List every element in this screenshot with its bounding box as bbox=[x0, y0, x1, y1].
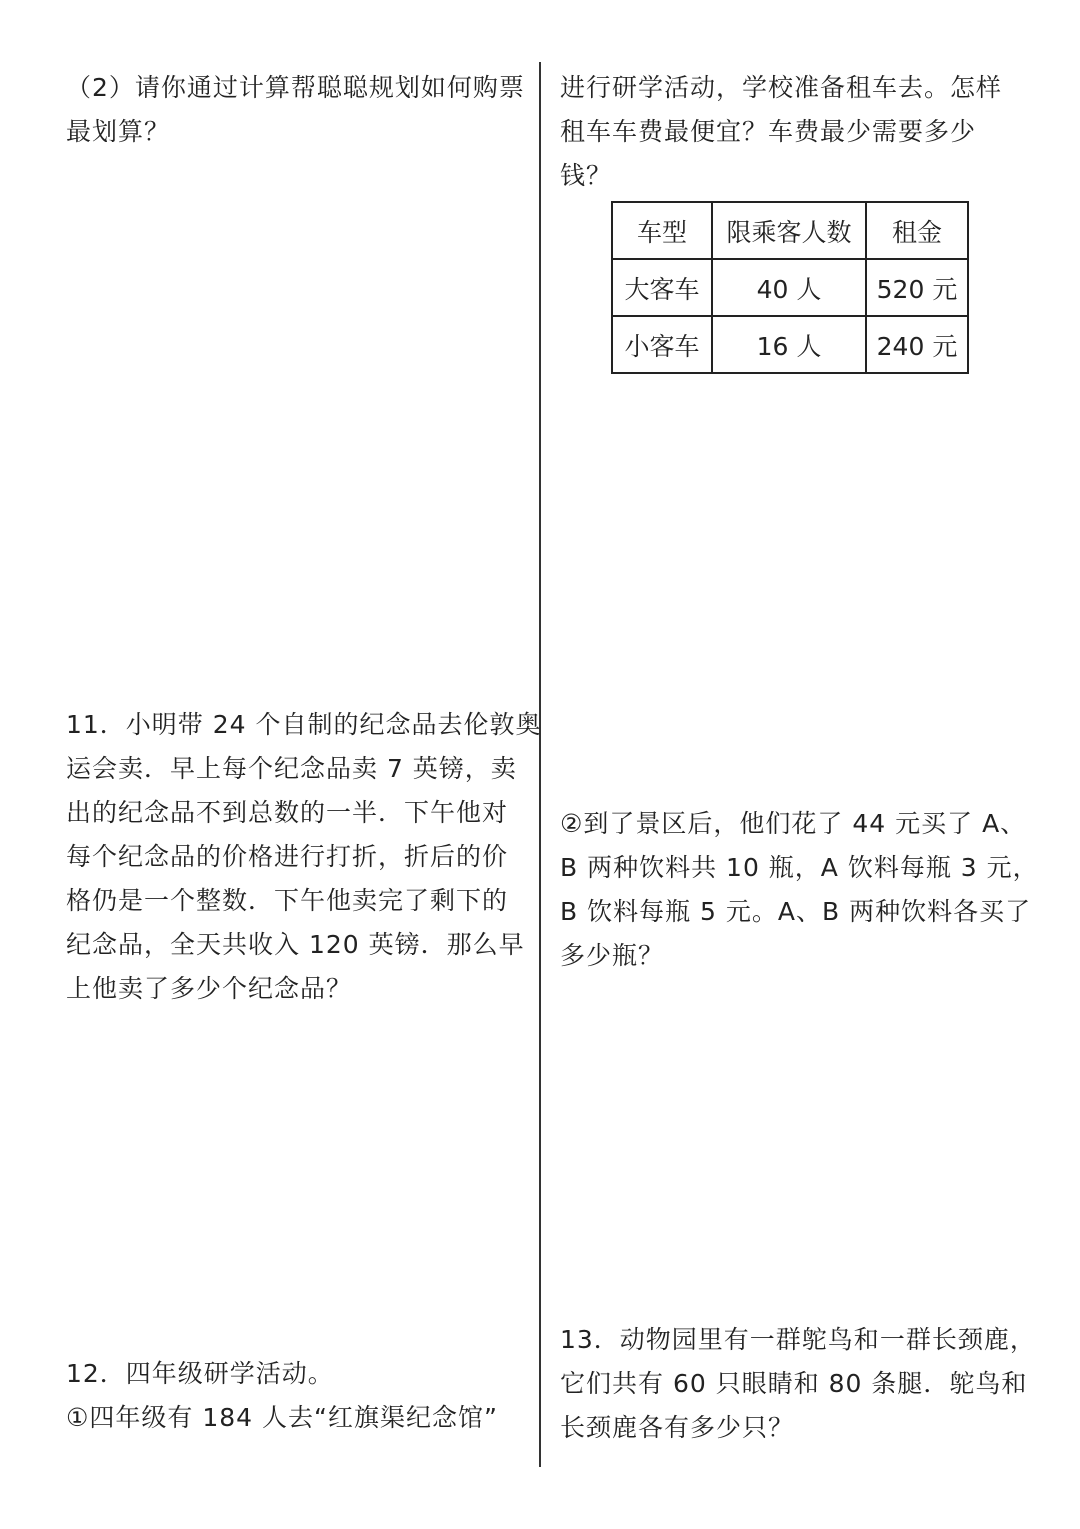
header-cell-capacity: 限乘客人数 bbox=[712, 202, 866, 259]
text-line: 11．小明带 24 个自制的纪念品去伦敦奥 bbox=[66, 710, 542, 739]
text-line: （2）请你通过计算帮聪聪规划如何购票 bbox=[66, 73, 525, 102]
question-12-part-2 bbox=[560, 802, 1039, 978]
text-line: B 饮料每瓶 5 元。A、B 两种饮料各买了 bbox=[560, 897, 1032, 926]
text-line: 最划算？ bbox=[66, 117, 171, 146]
text-line: 进行研学活动，学校准备租车去。怎样 bbox=[560, 73, 1003, 102]
table-row bbox=[612, 259, 968, 316]
text-line: 多少瓶？ bbox=[560, 941, 665, 970]
text-line: 13．动物园里有一群鸵鸟和一群长颈鹿， bbox=[560, 1325, 1036, 1354]
table-cell: 16 人 bbox=[712, 316, 866, 373]
bus-rental-table bbox=[611, 201, 969, 374]
text-line: 运会卖．早上每个纪念品卖 7 英镑，卖 bbox=[66, 754, 517, 783]
table-cell: 小客车 bbox=[612, 316, 712, 373]
text-line: 12．四年级研学活动。 bbox=[66, 1359, 334, 1388]
text-line: ①四年级有 184 人去“红旗渠纪念馆” bbox=[66, 1403, 498, 1432]
text-line: 钱？ bbox=[560, 161, 613, 190]
table-cell: 240 元 bbox=[866, 316, 968, 373]
text-line: 格仍是一个整数．下午他卖完了剩下的 bbox=[66, 886, 509, 915]
text-line: 出的纪念品不到总数的一半．下午他对 bbox=[66, 798, 509, 827]
header-cell-rent: 租金 bbox=[866, 202, 968, 259]
table-cell: 520 元 bbox=[866, 259, 968, 316]
question-12-continued bbox=[560, 66, 1002, 198]
text-line: 租车车费最便宜？车费最少需要多少 bbox=[560, 117, 977, 146]
text-line: B 两种饮料共 10 瓶，A 饮料每瓶 3 元， bbox=[560, 853, 1039, 882]
question-12 bbox=[66, 1352, 498, 1440]
question-11 bbox=[66, 703, 542, 1011]
table-header-row bbox=[612, 202, 968, 259]
header-cell-type: 车型 bbox=[612, 202, 712, 259]
text-line: 上他卖了多少个纪念品？ bbox=[66, 974, 353, 1003]
text-line: ②到了景区后，他们花了 44 元买了 A、 bbox=[560, 809, 1027, 838]
text-line: 长颈鹿各有多少只？ bbox=[560, 1413, 795, 1442]
table-row bbox=[612, 316, 968, 373]
question-13 bbox=[560, 1318, 1036, 1450]
question-10-part-2 bbox=[66, 66, 525, 154]
text-line: 它们共有 60 只眼睛和 80 条腿．鸵鸟和 bbox=[560, 1369, 1028, 1398]
text-line: 纪念品，全天共收入 120 英镑．那么早 bbox=[66, 930, 525, 959]
text-line: 每个纪念品的价格进行打折，折后的价 bbox=[66, 842, 509, 871]
table-cell: 大客车 bbox=[612, 259, 712, 316]
table-cell: 40 人 bbox=[712, 259, 866, 316]
